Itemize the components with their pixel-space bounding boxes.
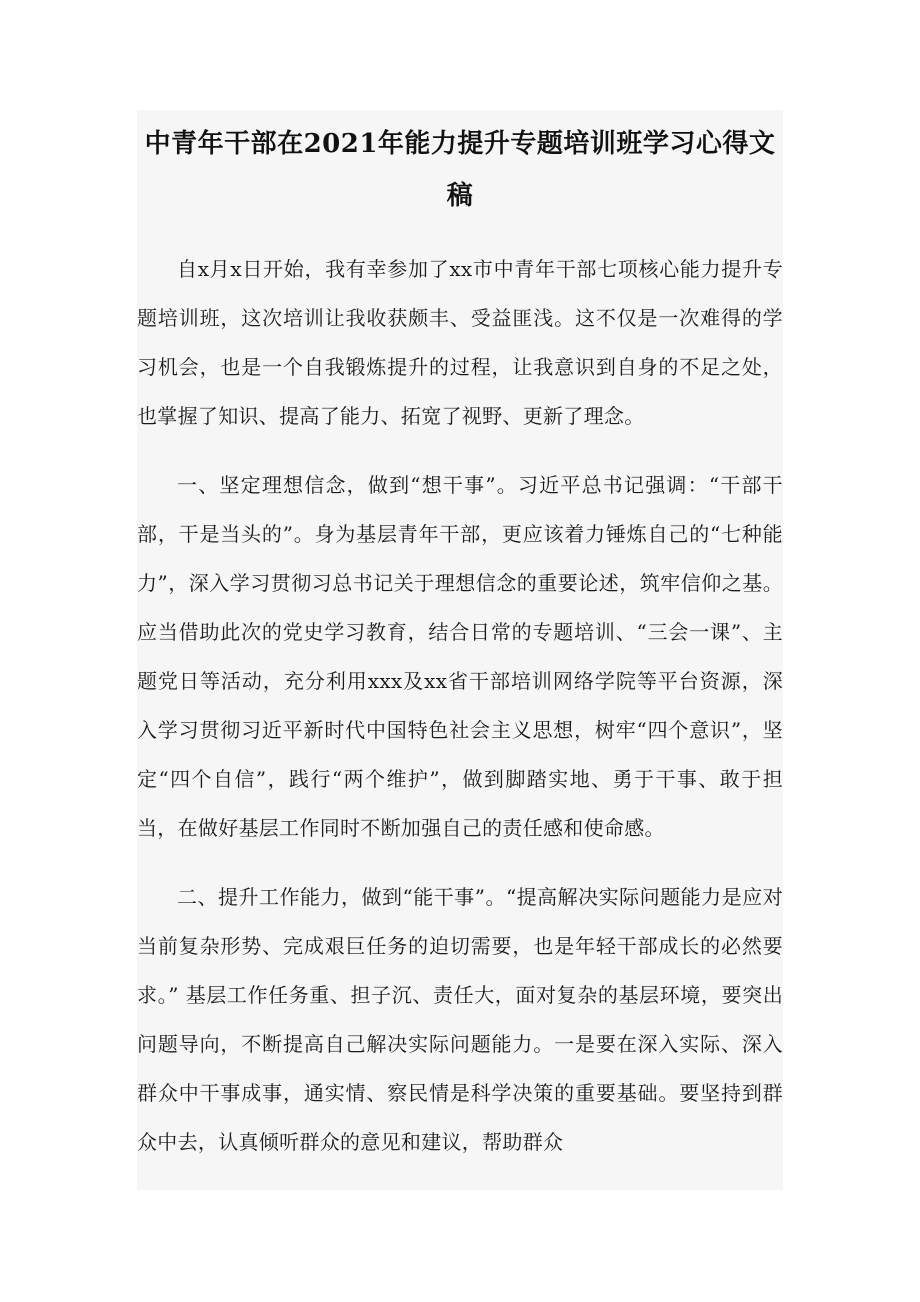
paragraph-intro: 自x月x日开始，我有幸参加了xx市中青年干部七项核心能力提升专题培训班，这次培训让我收获颇丰、受益匪浅。这不仅是一次难得的学习机会，也是一个自我锻炼提升的过程，让我意识到自身的不足之处，也掌握了知识、提高了能力、拓宽了视野、更新了理念。 (137, 257, 783, 428)
document-title: 中青年干部在2021年能力提升专题培训班学习心得文稿 (144, 129, 776, 211)
paragraph-section-one: 一、坚定理想信念，做到“想干事”。习近平总书记强调：“干部干部，干是当头的”。身为基层青年干部，更应该着力锤炼自己的“七种能力”，深入学习贯彻习总书记关于理想信念的重要论述，筑牢信仰之基。应当借助此次的党史学习教育，结合日常的专题培训、“三会一课”、主题党日等活动，充分利用xxx及xx省干部培训网络学院等平台资源，深入学习贯彻习近平新时代中国特色社会主义思想，树牢“四个意识”，坚定“四个自信”，践行“两个维护”，做到脚踏实地、勇于干事、敢于担当，在做好基层工作同时不断加强自己的责任感和使命感。 (137, 473, 783, 840)
document-page (137, 110, 783, 1190)
paragraph-section-two: 二、提升工作能力，做到“能干事”。“提高解决实际问题能力是应对当前复杂形势、完成艰巨任务的迫切需要，也是年轻干部成长的必然要求。” 基层工作任务重、担子沉、责任大，面对复杂的基层环境，要突出问题导向，不断提高自己解决实际问题能力。一是要在深入实际、深入群众中干事成事，通实情、察民情是科学决策的重要基础。要坚持到群众中去，认真倾听群众的意见和建议，帮助群众 (137, 885, 783, 1154)
